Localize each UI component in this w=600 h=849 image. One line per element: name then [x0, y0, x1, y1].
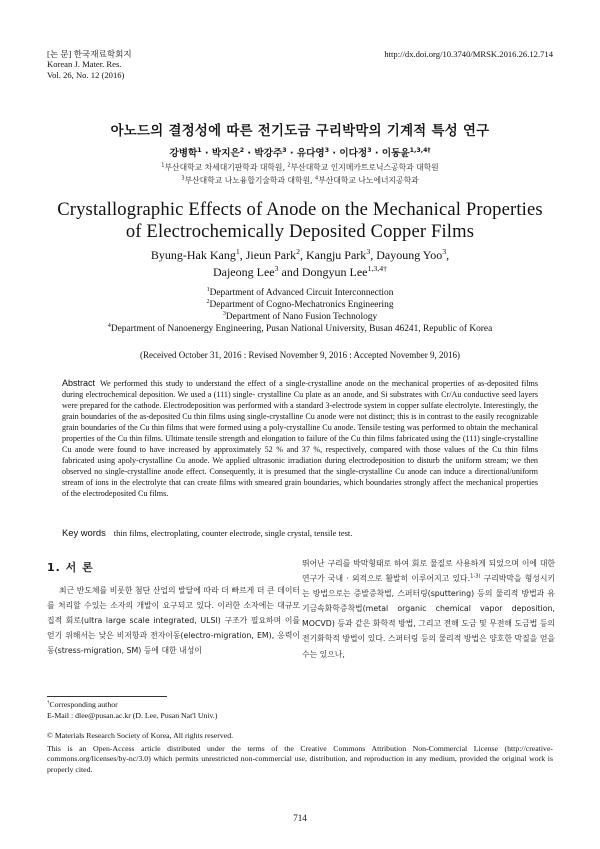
affil-mark: 1	[161, 162, 165, 169]
author-separator: ·	[329, 148, 340, 159]
author-ko: 유다영	[296, 148, 325, 159]
corresponding-author: Corresponding author	[49, 700, 118, 709]
affil-mark: 4	[315, 175, 319, 182]
affil-mark: 2	[287, 162, 291, 169]
affil-mark: 3	[222, 311, 226, 318]
author-separator: ·	[201, 148, 212, 159]
title-english-line: of Electrochemically Deposited Copper Films	[125, 221, 475, 242]
affil-mark: 3	[442, 247, 447, 256]
affil-mark: 1	[206, 286, 210, 293]
affiliation-en: $^1$Department of Advanced Circuit Interconnection	[206, 286, 394, 298]
affiliation-ko-line	[0, 162, 600, 173]
received-dates: (Received October 31, 2016 : Revised November 9, 2016 : Accepted November 9, 2016)	[140, 350, 460, 360]
abstract	[62, 378, 538, 500]
journal-volume: Vol. 26, No. 12 (2016)	[47, 69, 125, 80]
footnote	[47, 700, 217, 721]
author-en: Jieun Park	[245, 248, 297, 262]
footnote-divider	[47, 696, 167, 697]
keywords-text: thin films, electroplating, counter electrode, single crystal, tensile test.	[113, 528, 353, 538]
author-ko: 이동윤	[381, 148, 410, 159]
affil-mark: 3	[181, 175, 185, 182]
affiliations-english	[0, 287, 600, 335]
affil-mark: 3	[367, 146, 372, 154]
author-ko: 강병학	[169, 148, 198, 159]
affiliation-en: $^3$Department of Nano Fusion Technology	[222, 311, 378, 323]
author-en: Dongyun Lee	[301, 265, 368, 279]
body-paragraph: 뛰어난 구리를 박막형태로 하여 회로 물질로 사용하게 되었으며 이에 대한 연구가 국내 · 외적으로 활발히 이루어지고 있다.$^{1-3)}$ 구리박막을 형성시키는 방법으로는 증발증착법, 스퍼터링(sputtering) 등의 물리적 방법과 유기금속화학증착법(metal organic chemical vapor deposition, MOCVD) 등과 같은 화학적 방법, 그리고 전해 도금 및 무전해 도금법 등의 전기화학적 방법이 있다. 스퍼터링 등의 물리적 방법은 양호한 막질을 얻을 수는 있으나,	[302, 559, 555, 659]
affil-mark: 1,3,4†	[367, 264, 388, 273]
author-separator: ·	[371, 148, 382, 159]
author-separator: ·	[286, 148, 297, 159]
affiliation-en: $^4$Department of Nanoenergy Engineering, Pusan National University, Busan 46241, Republic of Korea	[107, 323, 493, 335]
affil-mark: 3	[324, 146, 330, 154]
affil-mark: 4	[107, 323, 111, 330]
journal-info	[47, 49, 132, 80]
affiliation-ko-line	[0, 175, 600, 186]
journal-name-en: Korean J. Mater. Res.	[47, 59, 122, 70]
affiliation-en: $^2$Department of Cogno-Mechatronics Engineering	[206, 298, 394, 311]
column-left	[47, 560, 300, 658]
license-notice	[47, 731, 553, 775]
authors-english: Byung-Hak Kang$^1$, Jieun Park$^2$, Kangju Park$^3$, Dayoung Yoo$^3$, Dajeong Lee$^3$ and Dongyun Lee$^{1,3,4\dagger}$	[150, 247, 450, 279]
copyright: © Materials Research Society of Korea, All rights reserved.	[47, 731, 234, 740]
author-en: Kangju Park	[305, 248, 367, 262]
abstract-label: Abstract	[62, 378, 96, 388]
column-right	[302, 556, 555, 662]
affil-mark: 2	[206, 298, 210, 305]
affil-mark: 1,3,4†	[409, 146, 431, 154]
affil-mark: 1	[235, 247, 240, 256]
keywords-label: Key words	[62, 527, 106, 538]
affil-mark: 3	[282, 146, 287, 154]
author-ko: 이다정	[339, 148, 368, 159]
author-conjunction: and	[278, 265, 302, 279]
body-paragraph: 최근 반도체를 비롯한 첨단 산업의 발달에 따라 더 빠르게 더 큰 데이터를 처리할 수있는 소자의 개발이 요구되고 있다. 이러한 소자에는 대규모 집적 회로(ultra large scale integrated, ULSI) 구조가 필요하며 이를 얻기 위해서는 낮은 비저항과 전자이동(electro-migration, EM), 응력이동(stress-migration, SM) 등에 대한 내성이	[47, 586, 300, 656]
abstract-text: We performed this study to understand the effect of a single-crystalline anode on the mechanical properties of as-deposited films during electrochemical deposition. We used a (111) single- crystalline Cu plate as an anode, and Si substrates with Cr/Au conductive seed layers were prepared for the cathode. Electrodeposition was performed with a standard 3-electrode system in copper sulfate electrolyte. Interestingly, the grain boundaries of the as-deposited Cu thin films using single-crystalline Cu anode were not distinct; this is in contrast to the easily recognizable grain boundaries of the Cu thin films that were formed using a poly-crystalline Cu anode. Tensile testing was performed to obtain the mechanical properties of the Cu thin films. Ultimate tensile strength and elongation to failure of the Cu thin films fabricated using the (111) single-crystalline Cu anode were found to have increased by approximately 52 % and 37 %, respectively, compared with those values of the Cu thin films fabricated using apoly-crystalline Cu anode. We applied ultrasonic irradiation during electrodeposition to disturb the uniform stream; we then observed no single-crystalline anode effect. Consequently, it is presumed that the single-crystalline Cu anode can induce a directional/uniform stream of ions in the electrolyte that can create films with smeared grain boundaries, which boundaries strongly affect the mechanical properties of the electrodeposited Cu films.	[62, 379, 538, 499]
affil-mark: 2	[239, 146, 245, 154]
affil-mark: 3	[274, 264, 279, 273]
author-en: Byung-Hak Kang	[150, 248, 236, 262]
title-korean: 아노드의 결정성에 따른 전기도금 구리박막의 기계적 특성 연구	[110, 124, 490, 139]
affil-mark: 1	[197, 146, 202, 154]
keywords	[62, 527, 538, 538]
corresponding-email: E-Mail : dlee@pusan.ac.kr (D. Lee, Pusan Nat'l Univ.)	[47, 710, 218, 720]
page-number: 714	[293, 813, 307, 823]
doi-link[interactable]: http://dx.doi.org/10.3740/MRSK.2016.26.12.714	[384, 49, 553, 59]
affiliation-ko: 부산대학교 인지메카트로닉스공학과 대학원	[290, 163, 439, 172]
author-en: Dayoung Yoo	[376, 248, 443, 262]
affil-mark: 3	[366, 247, 371, 256]
author-ko: 박지은	[211, 148, 240, 159]
affiliation-ko: 부산대학교 나노융합기술학과 대학원,	[184, 176, 316, 185]
authors-korean	[0, 145, 600, 159]
affil-mark: 2	[296, 247, 300, 256]
affiliation-ko: 부산대학교 차세대기판학과 대학원,	[164, 163, 288, 172]
license-text: This is an Open-Access article distributed under the terms of the Creative Commons Attribution Non-Commercial License (http://creative-commons.org/licenses/by-nc/3.0) which permits unrestricted non-commercial use, distribution, and reproduction in any medium, provided the original work is properly cited.	[47, 743, 553, 774]
title-english	[0, 199, 600, 243]
author-ko: 박강주	[254, 148, 283, 159]
title-english-line: Crystallographic Effects of Anode on the Mechanical Properties	[57, 199, 543, 220]
affiliation-ko: 부산대학교 나노에너지공학과	[318, 176, 419, 185]
section-heading: 1. 서 론	[47, 561, 94, 574]
dagger-mark: †	[47, 699, 50, 706]
author-en: Dajeong Lee	[212, 265, 275, 279]
author-separator: ·	[244, 148, 255, 159]
citation[interactable]: 1-3)	[470, 573, 481, 580]
journal-name-ko: [논 문] 한국재료학회지	[47, 49, 132, 59]
